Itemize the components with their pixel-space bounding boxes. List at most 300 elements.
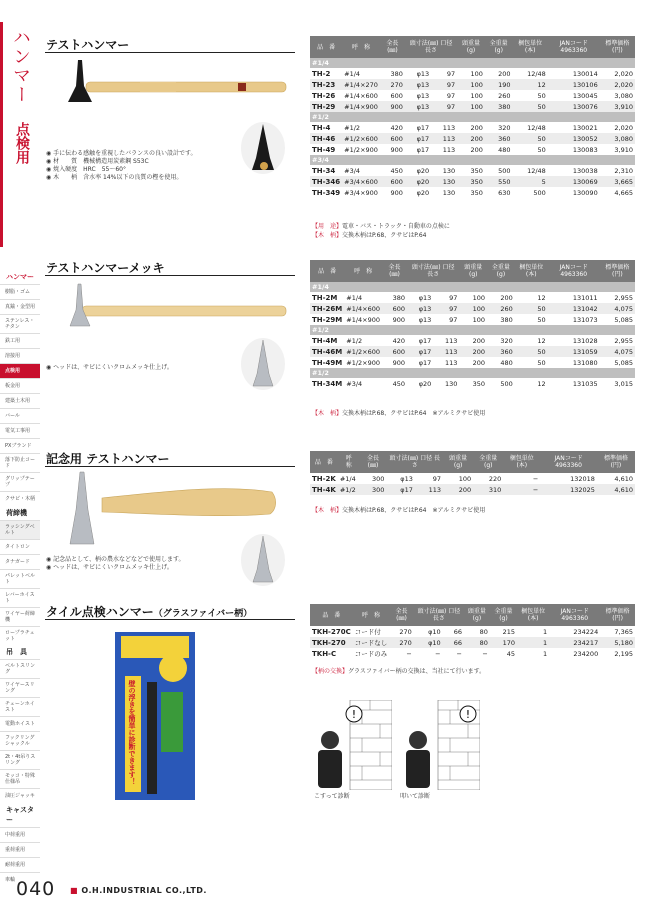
table-row bbox=[310, 314, 635, 325]
group-label: #1/2 bbox=[310, 368, 635, 378]
table-cell: #1/4 bbox=[344, 69, 361, 78]
column-header: 標準価格 (円) bbox=[600, 36, 635, 58]
nav-item[interactable]: バール bbox=[0, 408, 40, 423]
column-header: JANコード 4963360 bbox=[548, 36, 600, 58]
note-text: 電車・バス・トラック・自動車の点検に bbox=[342, 223, 450, 230]
table-cell: 113 bbox=[444, 336, 458, 345]
table-cell: 900 bbox=[380, 101, 405, 112]
group-label: #1/2 bbox=[310, 325, 635, 335]
table-cell: φ17 bbox=[418, 358, 432, 367]
column-header: 呼 称 bbox=[353, 604, 390, 626]
table-cell: 4,075 bbox=[600, 346, 635, 357]
table-row bbox=[310, 68, 635, 79]
nav-item[interactable]: 電動ホイスト bbox=[0, 716, 40, 731]
page-number: 040 bbox=[16, 878, 56, 900]
note-tag: 【木 柄】 bbox=[312, 232, 343, 239]
note-tag: 【木 柄】 bbox=[312, 410, 343, 417]
table-cell: TH-2M bbox=[312, 293, 338, 302]
table-cell: 12 bbox=[537, 336, 546, 345]
table-cell: 113 bbox=[442, 123, 456, 132]
table-cell: 320 bbox=[500, 336, 513, 345]
column-header: 呼 称 bbox=[338, 451, 360, 473]
column-header: 梱包単位 (本) bbox=[513, 36, 548, 58]
table-cell: 97 bbox=[449, 315, 458, 324]
table-cell: 100 bbox=[459, 303, 487, 314]
nav-item[interactable]: ラッシングベルト bbox=[0, 520, 40, 539]
nav-item[interactable]: 耐荷重用 bbox=[0, 857, 40, 872]
table-cell: TH-34 bbox=[312, 166, 336, 175]
nav-item[interactable]: パレットベルト bbox=[0, 569, 40, 588]
note-line bbox=[312, 506, 485, 515]
table-cell: 131028 bbox=[572, 336, 598, 345]
nav-item[interactable]: 鉄工用 bbox=[0, 333, 40, 348]
table-cell: φ20 bbox=[416, 166, 430, 175]
table-row bbox=[310, 378, 635, 389]
table-cell: 234217 bbox=[549, 637, 600, 648]
group-label: #1/4 bbox=[310, 58, 635, 68]
column-header: 梱包単位 (本) bbox=[503, 451, 540, 473]
table-cell: 113 bbox=[415, 484, 443, 495]
table-cell: 480 bbox=[498, 145, 511, 154]
table-cell: 4,075 bbox=[600, 303, 635, 314]
section-title-tile-hammer bbox=[46, 603, 252, 620]
table-cell: TH-49M bbox=[312, 358, 343, 367]
table-cell: #1/4×600 bbox=[346, 304, 381, 313]
table-cell: 132018 bbox=[570, 474, 595, 483]
nav-item[interactable]: 車輪 bbox=[0, 872, 40, 887]
table-cell: TH-26 bbox=[312, 91, 336, 100]
spec-table-memorial-hammer bbox=[310, 451, 635, 495]
company-name bbox=[70, 886, 207, 895]
nav-item[interactable]: フックリングシャックル bbox=[0, 731, 40, 750]
nav-item[interactable]: モッコ・特殊仕様吊 bbox=[0, 769, 40, 788]
table-cell: − bbox=[406, 649, 412, 658]
table-cell: 450 bbox=[392, 379, 406, 388]
table-cell: 600 bbox=[390, 91, 403, 100]
side-nav bbox=[0, 270, 40, 887]
nav-item[interactable]: 電気工事用 bbox=[0, 423, 40, 438]
table-cell: 600 bbox=[380, 176, 405, 187]
table-cell: #1/4 bbox=[339, 474, 356, 483]
table-row bbox=[310, 648, 635, 659]
table-cell: 420 bbox=[390, 123, 403, 132]
nav-item[interactable]: ロープラチェット bbox=[0, 626, 40, 645]
table-cell: TH-46 bbox=[310, 133, 342, 144]
table-cell: 97 bbox=[433, 303, 459, 314]
plated-hammer-image bbox=[58, 282, 288, 332]
table-cell: コード付 bbox=[354, 628, 381, 636]
table-cell: 3,015 bbox=[614, 379, 633, 388]
table-cell: 12/48 bbox=[527, 69, 546, 78]
table-cell: φ17 bbox=[386, 484, 414, 495]
table-cell: #1/4 bbox=[346, 293, 363, 302]
note-text: 交換木柄はP.68、クサビはP.64 bbox=[342, 232, 427, 239]
table-cell: 190 bbox=[485, 79, 513, 90]
table-cell: − bbox=[532, 474, 539, 483]
table-cell: φ13 bbox=[400, 474, 413, 483]
table-row bbox=[310, 133, 635, 144]
table-cell: 80 bbox=[479, 627, 488, 636]
table-cell: 100 bbox=[472, 315, 486, 324]
table-cell: − bbox=[503, 484, 540, 495]
table-cell: 12/48 bbox=[527, 123, 546, 132]
svg-text:!: ! bbox=[351, 708, 357, 721]
table-cell: 360 bbox=[487, 346, 515, 357]
table-cell: 200 bbox=[472, 336, 486, 345]
table-notes bbox=[312, 222, 450, 240]
table-cell: 130045 bbox=[572, 91, 598, 100]
tile-hammer-title-suffix: （グラスファイバー柄） bbox=[153, 609, 253, 619]
table-cell: 500 bbox=[533, 188, 546, 197]
table-cell: #1/2×600 bbox=[344, 134, 378, 143]
table-cell: 131073 bbox=[572, 315, 598, 324]
table-cell: 1 bbox=[543, 627, 548, 636]
table-cell: φ17 bbox=[416, 123, 430, 132]
note-text: グラスファイバー柄の交換は、当社にて行います。 bbox=[348, 668, 486, 675]
table-cell: 132025 bbox=[540, 484, 597, 495]
category-subtitle: 点検用 bbox=[14, 122, 30, 164]
table-cell: 3,910 bbox=[600, 101, 635, 112]
table-cell: 900 bbox=[392, 358, 406, 367]
tile-hammer-title: タイル点検ハンマー bbox=[46, 605, 154, 619]
table-cell: #1/4×600 bbox=[344, 91, 378, 100]
table-cell: φ13 bbox=[418, 315, 432, 324]
nav-item[interactable]: チェーンホイスト bbox=[0, 697, 40, 716]
nav-item[interactable]: タイトロン bbox=[0, 539, 40, 554]
table-cell: 200 bbox=[443, 484, 473, 495]
spec-table-test-hammer bbox=[310, 36, 635, 198]
table-cell: φ13 bbox=[405, 101, 431, 112]
nav-item[interactable]: 溶接用 bbox=[0, 348, 40, 363]
column-header: 梱包単位 (本) bbox=[515, 260, 548, 282]
table-cell: 4,610 bbox=[614, 474, 633, 483]
table-group-row bbox=[310, 368, 635, 378]
column-header: 全重量 (g) bbox=[473, 451, 503, 473]
table-cell: 12/48 bbox=[527, 166, 546, 175]
table-cell: 234224 bbox=[573, 627, 599, 636]
table-cell: 600 bbox=[382, 303, 407, 314]
spec-table-tile-hammer bbox=[310, 604, 635, 659]
table-cell: 50 bbox=[513, 133, 548, 144]
note-line bbox=[312, 409, 485, 418]
nav-item[interactable]: クサビ・木柄 bbox=[0, 491, 40, 506]
table-header-row bbox=[310, 260, 635, 282]
nav-item[interactable]: 点検用 bbox=[0, 363, 40, 378]
table-row bbox=[310, 79, 635, 90]
section-rule bbox=[45, 619, 295, 620]
column-header: 全長 (㎜) bbox=[382, 260, 407, 282]
column-header: 標準価格 (円) bbox=[600, 604, 635, 626]
table-cell: 50 bbox=[515, 303, 548, 314]
table-cell: 130083 bbox=[572, 145, 598, 154]
table-cell: #3/4×900 bbox=[344, 188, 378, 197]
table-cell: 2,195 bbox=[614, 649, 633, 658]
table-cell: TH-29 bbox=[310, 101, 342, 112]
table-cell: 131035 bbox=[572, 379, 598, 388]
table-cell: 3,665 bbox=[600, 176, 635, 187]
table-cell: 170 bbox=[490, 637, 517, 648]
table-cell: 130021 bbox=[572, 123, 598, 132]
column-header: 頭寸法(㎜) 口径 長さ bbox=[405, 36, 457, 58]
table-notes bbox=[312, 506, 485, 515]
nav-group-label: 荷締機 bbox=[6, 509, 27, 517]
feature-list bbox=[46, 556, 185, 572]
table-cell: 4,665 bbox=[614, 188, 633, 197]
column-header: 梱包単位 (本) bbox=[517, 604, 549, 626]
table-group-row bbox=[310, 155, 635, 165]
section-rule bbox=[45, 275, 295, 276]
table-cell: #3/4 bbox=[344, 166, 361, 175]
table-cell: 200 bbox=[470, 145, 483, 154]
table-cell: TH-34M bbox=[312, 379, 343, 388]
table-cell: 131011 bbox=[572, 293, 598, 302]
table-cell: TH-46M bbox=[312, 347, 343, 356]
table-cell: φ20 bbox=[418, 379, 432, 388]
nav-item[interactable]: 板金用 bbox=[0, 378, 40, 393]
nav-item[interactable]: ステンレス・チタン bbox=[0, 314, 40, 333]
table-cell: − bbox=[482, 649, 488, 658]
table-cell: 97 bbox=[446, 69, 456, 78]
column-header: 頭重量 (g) bbox=[443, 451, 473, 473]
table-cell: 97 bbox=[446, 91, 456, 100]
group-label: #3/4 bbox=[310, 155, 635, 165]
group-label: #1/2 bbox=[310, 112, 635, 122]
note-text: 交換木柄はP.68、クサビはP.64 ※アルミクサビ使用 bbox=[342, 507, 486, 514]
table-cell: 100 bbox=[458, 474, 472, 483]
table-cell: 4,610 bbox=[597, 484, 635, 495]
note-text: 交換木柄はP.68、クサビはP.64 ※アルミクサビ使用 bbox=[342, 410, 486, 417]
table-cell: TH-4K bbox=[312, 485, 336, 494]
column-header: 標準価格 (円) bbox=[597, 451, 635, 473]
column-header: 頭重量 (g) bbox=[464, 604, 490, 626]
table-cell: 5,180 bbox=[600, 637, 635, 648]
table-cell: 2,020 bbox=[614, 123, 633, 132]
column-header: 品 番 bbox=[310, 260, 344, 282]
table-cell: #1/2 bbox=[344, 123, 361, 132]
nav-item[interactable]: 樹脂・ゴム bbox=[0, 284, 40, 299]
table-cell: TH-4M bbox=[312, 336, 338, 345]
test-hammer-image bbox=[58, 58, 288, 108]
nav-item[interactable]: 2t・4t吊りスリング bbox=[0, 750, 40, 769]
table-cell: #1/2×600 bbox=[346, 347, 381, 356]
hammer-head-closeup bbox=[238, 118, 288, 178]
table-cell: 130090 bbox=[572, 188, 598, 197]
note-tag: 【木 柄】 bbox=[312, 507, 343, 514]
nav-item[interactable]: ベルトスリング bbox=[0, 659, 40, 678]
nav-item[interactable]: グリップテープ bbox=[0, 472, 40, 491]
table-cell: 66 bbox=[453, 627, 462, 636]
table-cell: 130014 bbox=[572, 69, 598, 78]
table-cell: 113 bbox=[442, 145, 456, 154]
nav-item[interactable]: 落下防止コード bbox=[0, 453, 40, 472]
section-rule bbox=[45, 52, 295, 53]
table-cell: 50 bbox=[537, 91, 546, 100]
table-cell: #3/4 bbox=[346, 379, 363, 388]
company-label: O.H.INDUSTRIAL CO.,LTD. bbox=[81, 886, 207, 895]
table-row bbox=[310, 101, 635, 112]
table-cell: 1 bbox=[517, 637, 549, 648]
table-cell: 420 bbox=[392, 336, 406, 345]
column-header: 品 番 bbox=[310, 451, 338, 473]
table-cell: コードなし bbox=[354, 639, 388, 647]
feature-item: ◉ 手に伝わる感触を重視したバランスの良い設計です。 bbox=[46, 150, 197, 157]
table-cell: 7,365 bbox=[614, 627, 633, 636]
table-cell: コードのみ bbox=[354, 650, 388, 658]
nav-item[interactable]: レバーホイスト bbox=[0, 588, 40, 607]
svg-text:!: ! bbox=[465, 708, 471, 721]
nav-item[interactable]: タナガード bbox=[0, 554, 40, 569]
table-cell: 480 bbox=[500, 358, 513, 367]
table-cell: 100 bbox=[472, 293, 486, 302]
caption-rub: こすって診断 bbox=[314, 793, 350, 800]
table-cell: 3,080 bbox=[614, 91, 633, 100]
table-row bbox=[310, 90, 635, 101]
nav-item[interactable]: 中荷重用 bbox=[0, 827, 40, 842]
table-cell: TH-29M bbox=[312, 315, 343, 324]
feature-item: ◉ 材 質 機械構造用炭素鋼 S53C bbox=[46, 158, 149, 165]
note-line bbox=[312, 667, 485, 676]
table-cell: 97 bbox=[449, 293, 458, 302]
nav-item[interactable]: ワイヤースリング bbox=[0, 678, 40, 697]
table-header-row bbox=[310, 604, 635, 626]
table-row bbox=[310, 626, 635, 637]
table-cell: 3,910 bbox=[614, 145, 633, 154]
table-cell: 500 bbox=[498, 166, 511, 175]
table-row bbox=[310, 335, 635, 346]
table-cell: 380 bbox=[500, 315, 513, 324]
table-cell: − bbox=[456, 649, 462, 658]
table-row bbox=[310, 346, 635, 357]
table-group-row bbox=[310, 282, 635, 292]
table-cell: TH-49 bbox=[312, 145, 336, 154]
table-cell: 130069 bbox=[548, 176, 600, 187]
table-cell: #1/2×900 bbox=[344, 145, 378, 154]
column-header: 頭寸法(㎜) 口径 長さ bbox=[386, 451, 443, 473]
table-group-row bbox=[310, 325, 635, 335]
column-header: JANコード 4963360 bbox=[548, 260, 600, 282]
feature-list bbox=[46, 150, 196, 182]
table-cell: 113 bbox=[433, 346, 459, 357]
table-cell: 600 bbox=[382, 346, 407, 357]
table-cell: φ20 bbox=[405, 176, 431, 187]
table-row bbox=[310, 357, 635, 368]
table-row bbox=[310, 484, 635, 495]
table-cell: 350 bbox=[470, 166, 483, 175]
spec-table-test-hammer-plated bbox=[310, 260, 635, 389]
table-cell: φ17 bbox=[418, 336, 432, 345]
table-cell: TH-23 bbox=[310, 79, 342, 90]
table-cell: 450 bbox=[390, 166, 403, 175]
table-cell: 200 bbox=[457, 133, 485, 144]
table-cell: #3/4×600 bbox=[344, 177, 378, 186]
feature-item: ◉ ヘッドは、サビにくいクロムメッキ仕上げ。 bbox=[46, 564, 173, 571]
table-cell: 12 bbox=[537, 293, 546, 302]
table-cell: 100 bbox=[457, 79, 485, 90]
section-rule bbox=[45, 466, 295, 467]
table-cell: 300 bbox=[360, 484, 387, 495]
column-header: 全長 (㎜) bbox=[380, 36, 405, 58]
table-cell: 50 bbox=[537, 145, 546, 154]
table-cell: 900 bbox=[392, 315, 406, 324]
column-header: 頭寸法(㎜) 口径 長さ bbox=[407, 260, 459, 282]
caption-tap: 叩いて診断 bbox=[400, 793, 431, 800]
section-title-test-hammer: テストハンマー bbox=[46, 38, 130, 52]
table-cell: 900 bbox=[390, 145, 403, 154]
table-cell: 220 bbox=[488, 474, 502, 483]
table-cell: 2,310 bbox=[614, 166, 633, 175]
nav-item[interactable]: 真鍮・金型用 bbox=[0, 299, 40, 314]
table-cell: 3,080 bbox=[600, 133, 635, 144]
category-header bbox=[0, 22, 40, 247]
table-row bbox=[310, 176, 635, 187]
nav-item[interactable]: PXブランド bbox=[0, 438, 40, 453]
table-cell: 270 bbox=[389, 637, 414, 648]
table-cell: 130038 bbox=[572, 166, 598, 175]
table-cell: 45 bbox=[506, 649, 516, 658]
table-cell: #1/4×900 bbox=[344, 102, 378, 111]
column-header: 全重量 (g) bbox=[490, 604, 517, 626]
table-cell: 131080 bbox=[572, 358, 598, 367]
table-cell: TH-26M bbox=[312, 304, 343, 313]
column-header: 頭重量 (g) bbox=[459, 260, 487, 282]
nav-item[interactable]: 建築土木用 bbox=[0, 393, 40, 408]
table-cell: 630 bbox=[498, 188, 511, 197]
column-header: 呼 称 bbox=[344, 260, 382, 282]
table-cell: 320 bbox=[498, 123, 511, 132]
column-header: 頭寸法(㎜) 口径 長さ bbox=[414, 604, 464, 626]
table-cell: TH-349 bbox=[312, 188, 341, 197]
nav-item[interactable]: ワイヤー荷締機 bbox=[0, 607, 40, 626]
table-cell: φ13 bbox=[418, 293, 432, 302]
table-cell: 380 bbox=[485, 101, 513, 112]
table-cell: TKH-270C bbox=[312, 627, 351, 636]
table-cell: 131059 bbox=[548, 346, 600, 357]
table-cell: 300 bbox=[372, 474, 385, 483]
table-cell: 130 bbox=[442, 188, 456, 197]
column-header: 全重量 (g) bbox=[485, 36, 513, 58]
table-cell: 66 bbox=[443, 637, 464, 648]
table-cell: #1/4×270 bbox=[344, 80, 378, 89]
category-bar bbox=[0, 22, 3, 247]
nav-item[interactable]: 重荷重用 bbox=[0, 842, 40, 857]
table-cell: 130 bbox=[444, 379, 458, 388]
table-cell: 12 bbox=[513, 79, 548, 90]
column-header: 呼 称 bbox=[342, 36, 380, 58]
table-cell: #1/2 bbox=[338, 484, 360, 495]
table-cell: 5,085 bbox=[614, 358, 633, 367]
table-cell: 350 bbox=[457, 176, 485, 187]
table-header-row bbox=[310, 36, 635, 58]
feature-item: ◉ ヘッドは、サビにくいクロムメッキ仕上げ。 bbox=[46, 364, 173, 371]
table-cell: 500 bbox=[500, 379, 513, 388]
note-tag: 【用 途】 bbox=[312, 223, 343, 230]
table-cell: 130106 bbox=[548, 79, 600, 90]
table-cell: 97 bbox=[431, 101, 457, 112]
table-cell: #1/2×900 bbox=[346, 358, 381, 367]
table-cell: 600 bbox=[380, 133, 405, 144]
nav-item[interactable]: 油圧ジャッキ bbox=[0, 788, 40, 803]
table-cell: TH-2K bbox=[312, 474, 336, 483]
table-cell: TH-346 bbox=[312, 177, 341, 186]
table-cell: #1/4×900 bbox=[346, 315, 381, 324]
table-cell: φ10 bbox=[414, 637, 443, 648]
column-header: 標準価格 (円) bbox=[600, 260, 635, 282]
note-line bbox=[312, 222, 450, 231]
table-cell: φ13 bbox=[416, 69, 430, 78]
table-header-row bbox=[310, 451, 635, 473]
diagnosis-illustration-tap bbox=[398, 700, 480, 790]
table-notes bbox=[312, 409, 485, 418]
